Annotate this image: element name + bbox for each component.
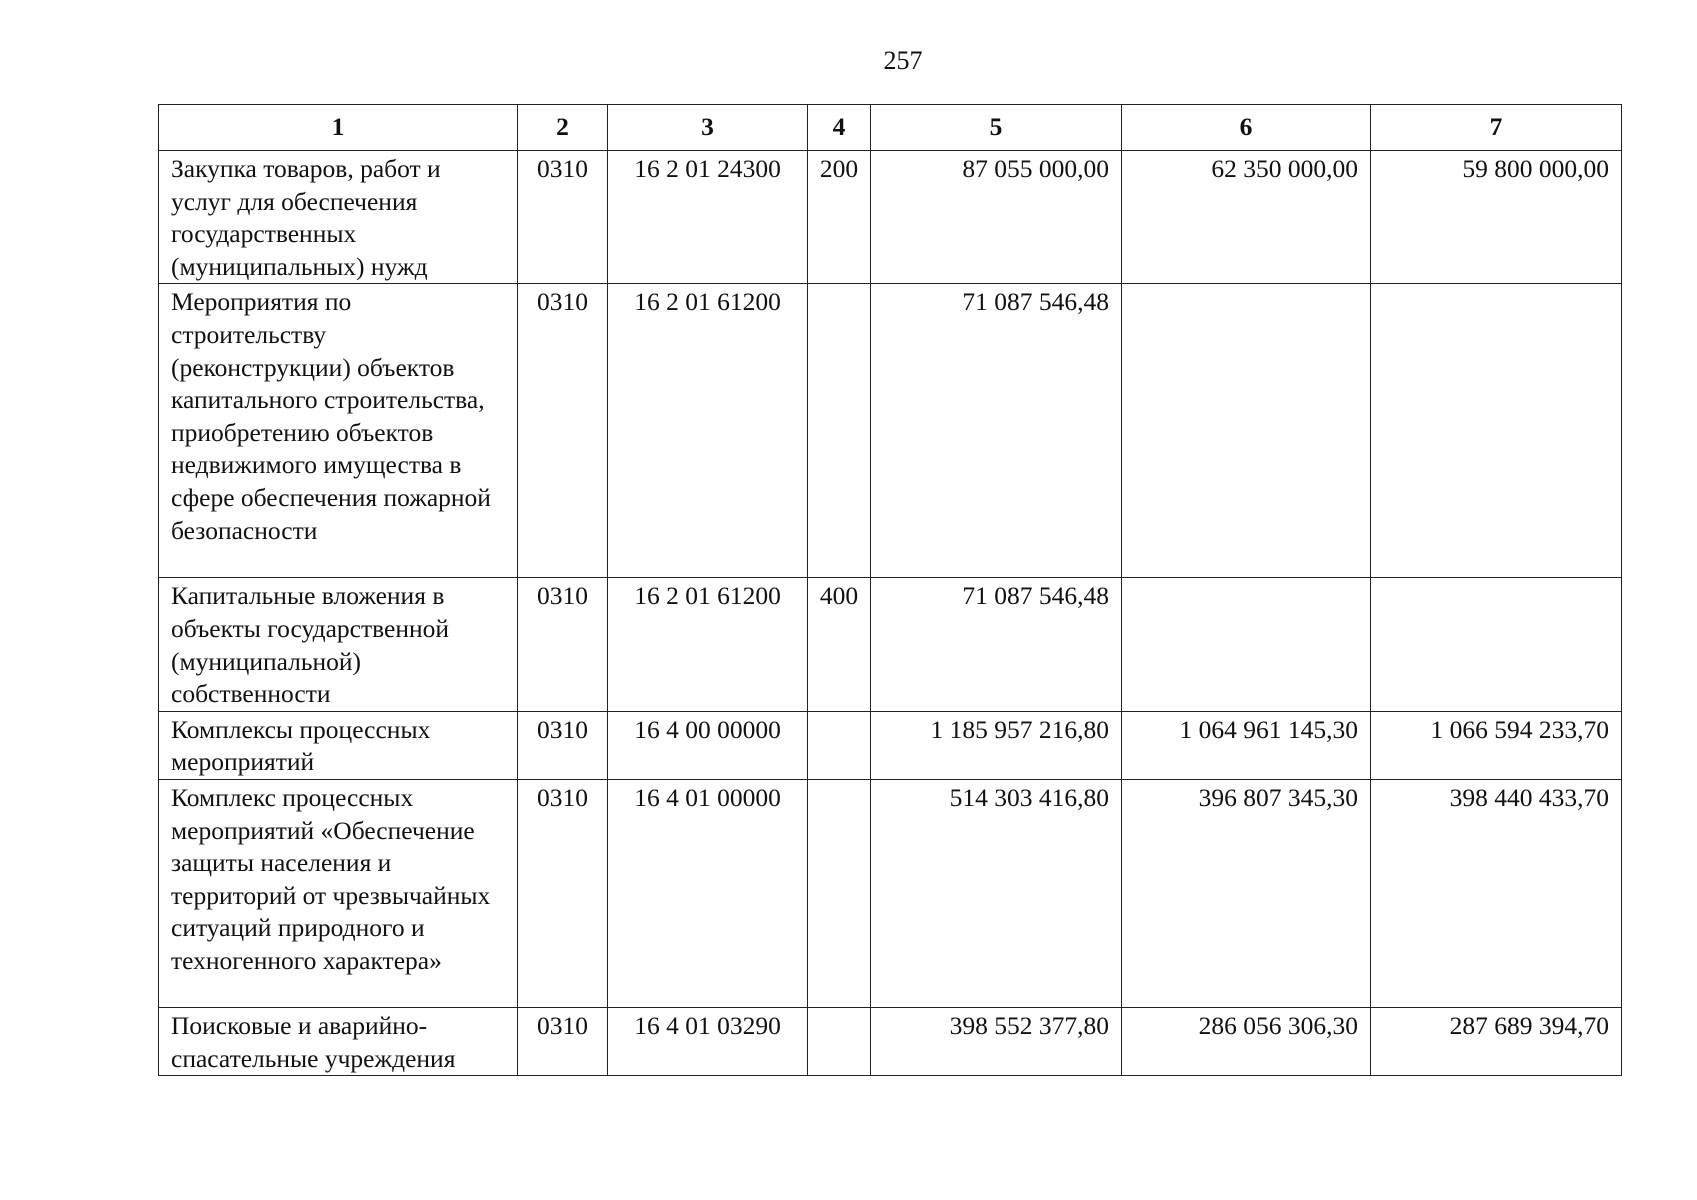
- row-name: Комплекс процессных мероприятий «Обеспечение защиты населения и территорий от чрезвычайных ситуаций природного и техногенного характера»: [159, 779, 518, 1007]
- expense-type: 200: [808, 151, 871, 284]
- amount-col5: 1 185 957 216,80: [871, 711, 1122, 779]
- target-code: 16 2 01 61200: [608, 284, 808, 578]
- amount-col5: 71 087 546,48: [871, 578, 1122, 711]
- amount-col7: 398 440 433,70: [1371, 779, 1622, 1007]
- target-code: 16 2 01 61200: [608, 578, 808, 711]
- amount-col5: 398 552 377,80: [871, 1007, 1122, 1075]
- amount-col6: [1122, 284, 1371, 578]
- amount-col6: 62 350 000,00: [1122, 151, 1371, 284]
- expense-type: [808, 711, 871, 779]
- amount-col6: [1122, 578, 1371, 711]
- table-row: [159, 779, 1622, 1007]
- expense-type: [808, 1007, 871, 1075]
- page-number: 257: [883, 46, 923, 75]
- amount-col7: [1371, 284, 1622, 578]
- section-code: 0310: [518, 1007, 608, 1075]
- row-name: Капитальные вложения в объекты государственной (муниципальной) собственности: [159, 578, 518, 711]
- header-cell: 4: [808, 105, 871, 151]
- header-cell: 7: [1371, 105, 1622, 151]
- amount-col6: 286 056 306,30: [1122, 1007, 1371, 1075]
- expense-type: [808, 779, 871, 1007]
- row-name: Поисковые и аварийно-спасательные учреждения: [159, 1007, 518, 1075]
- expense-type: 400: [808, 578, 871, 711]
- expense-type: [808, 284, 871, 578]
- target-code: 16 4 01 00000: [608, 779, 808, 1007]
- target-code: 16 4 01 03290: [608, 1007, 808, 1075]
- section-code: 0310: [518, 284, 608, 578]
- header-cell: 2: [518, 105, 608, 151]
- amount-col7: 1 066 594 233,70: [1371, 711, 1622, 779]
- row-name: Закупка товаров, работ и услуг для обеспечения государственных (муниципальных) нужд: [159, 151, 518, 284]
- amount-col6: 396 807 345,30: [1122, 779, 1371, 1007]
- table-row: [159, 151, 1622, 284]
- target-code: 16 2 01 24300: [608, 151, 808, 284]
- amount-col5: 514 303 416,80: [871, 779, 1122, 1007]
- table-row: [159, 284, 1622, 578]
- row-name: Мероприятия по строительству (реконструкции) объектов капитального строительства, приобретению объектов недвижимого имущества в сфере обеспечения пожарной безопасности: [159, 284, 518, 578]
- budget-table: [158, 104, 1622, 1076]
- table-row: [159, 1007, 1622, 1075]
- amount-col7: 287 689 394,70: [1371, 1007, 1622, 1075]
- table-row: [159, 711, 1622, 779]
- section-code: 0310: [518, 151, 608, 284]
- header-cell: 5: [871, 105, 1122, 151]
- section-code: 0310: [518, 711, 608, 779]
- row-name: Комплексы процессных мероприятий: [159, 711, 518, 779]
- header-cell: 1: [159, 105, 518, 151]
- header-row: [159, 105, 1622, 151]
- table-row: [159, 578, 1622, 711]
- amount-col6: 1 064 961 145,30: [1122, 711, 1371, 779]
- amount-col5: 87 055 000,00: [871, 151, 1122, 284]
- amount-col7: 59 800 000,00: [1371, 151, 1622, 284]
- header-cell: 3: [608, 105, 808, 151]
- amount-col5: 71 087 546,48: [871, 284, 1122, 578]
- amount-col7: [1371, 578, 1622, 711]
- section-code: 0310: [518, 578, 608, 711]
- target-code: 16 4 00 00000: [608, 711, 808, 779]
- header-cell: 6: [1122, 105, 1371, 151]
- section-code: 0310: [518, 779, 608, 1007]
